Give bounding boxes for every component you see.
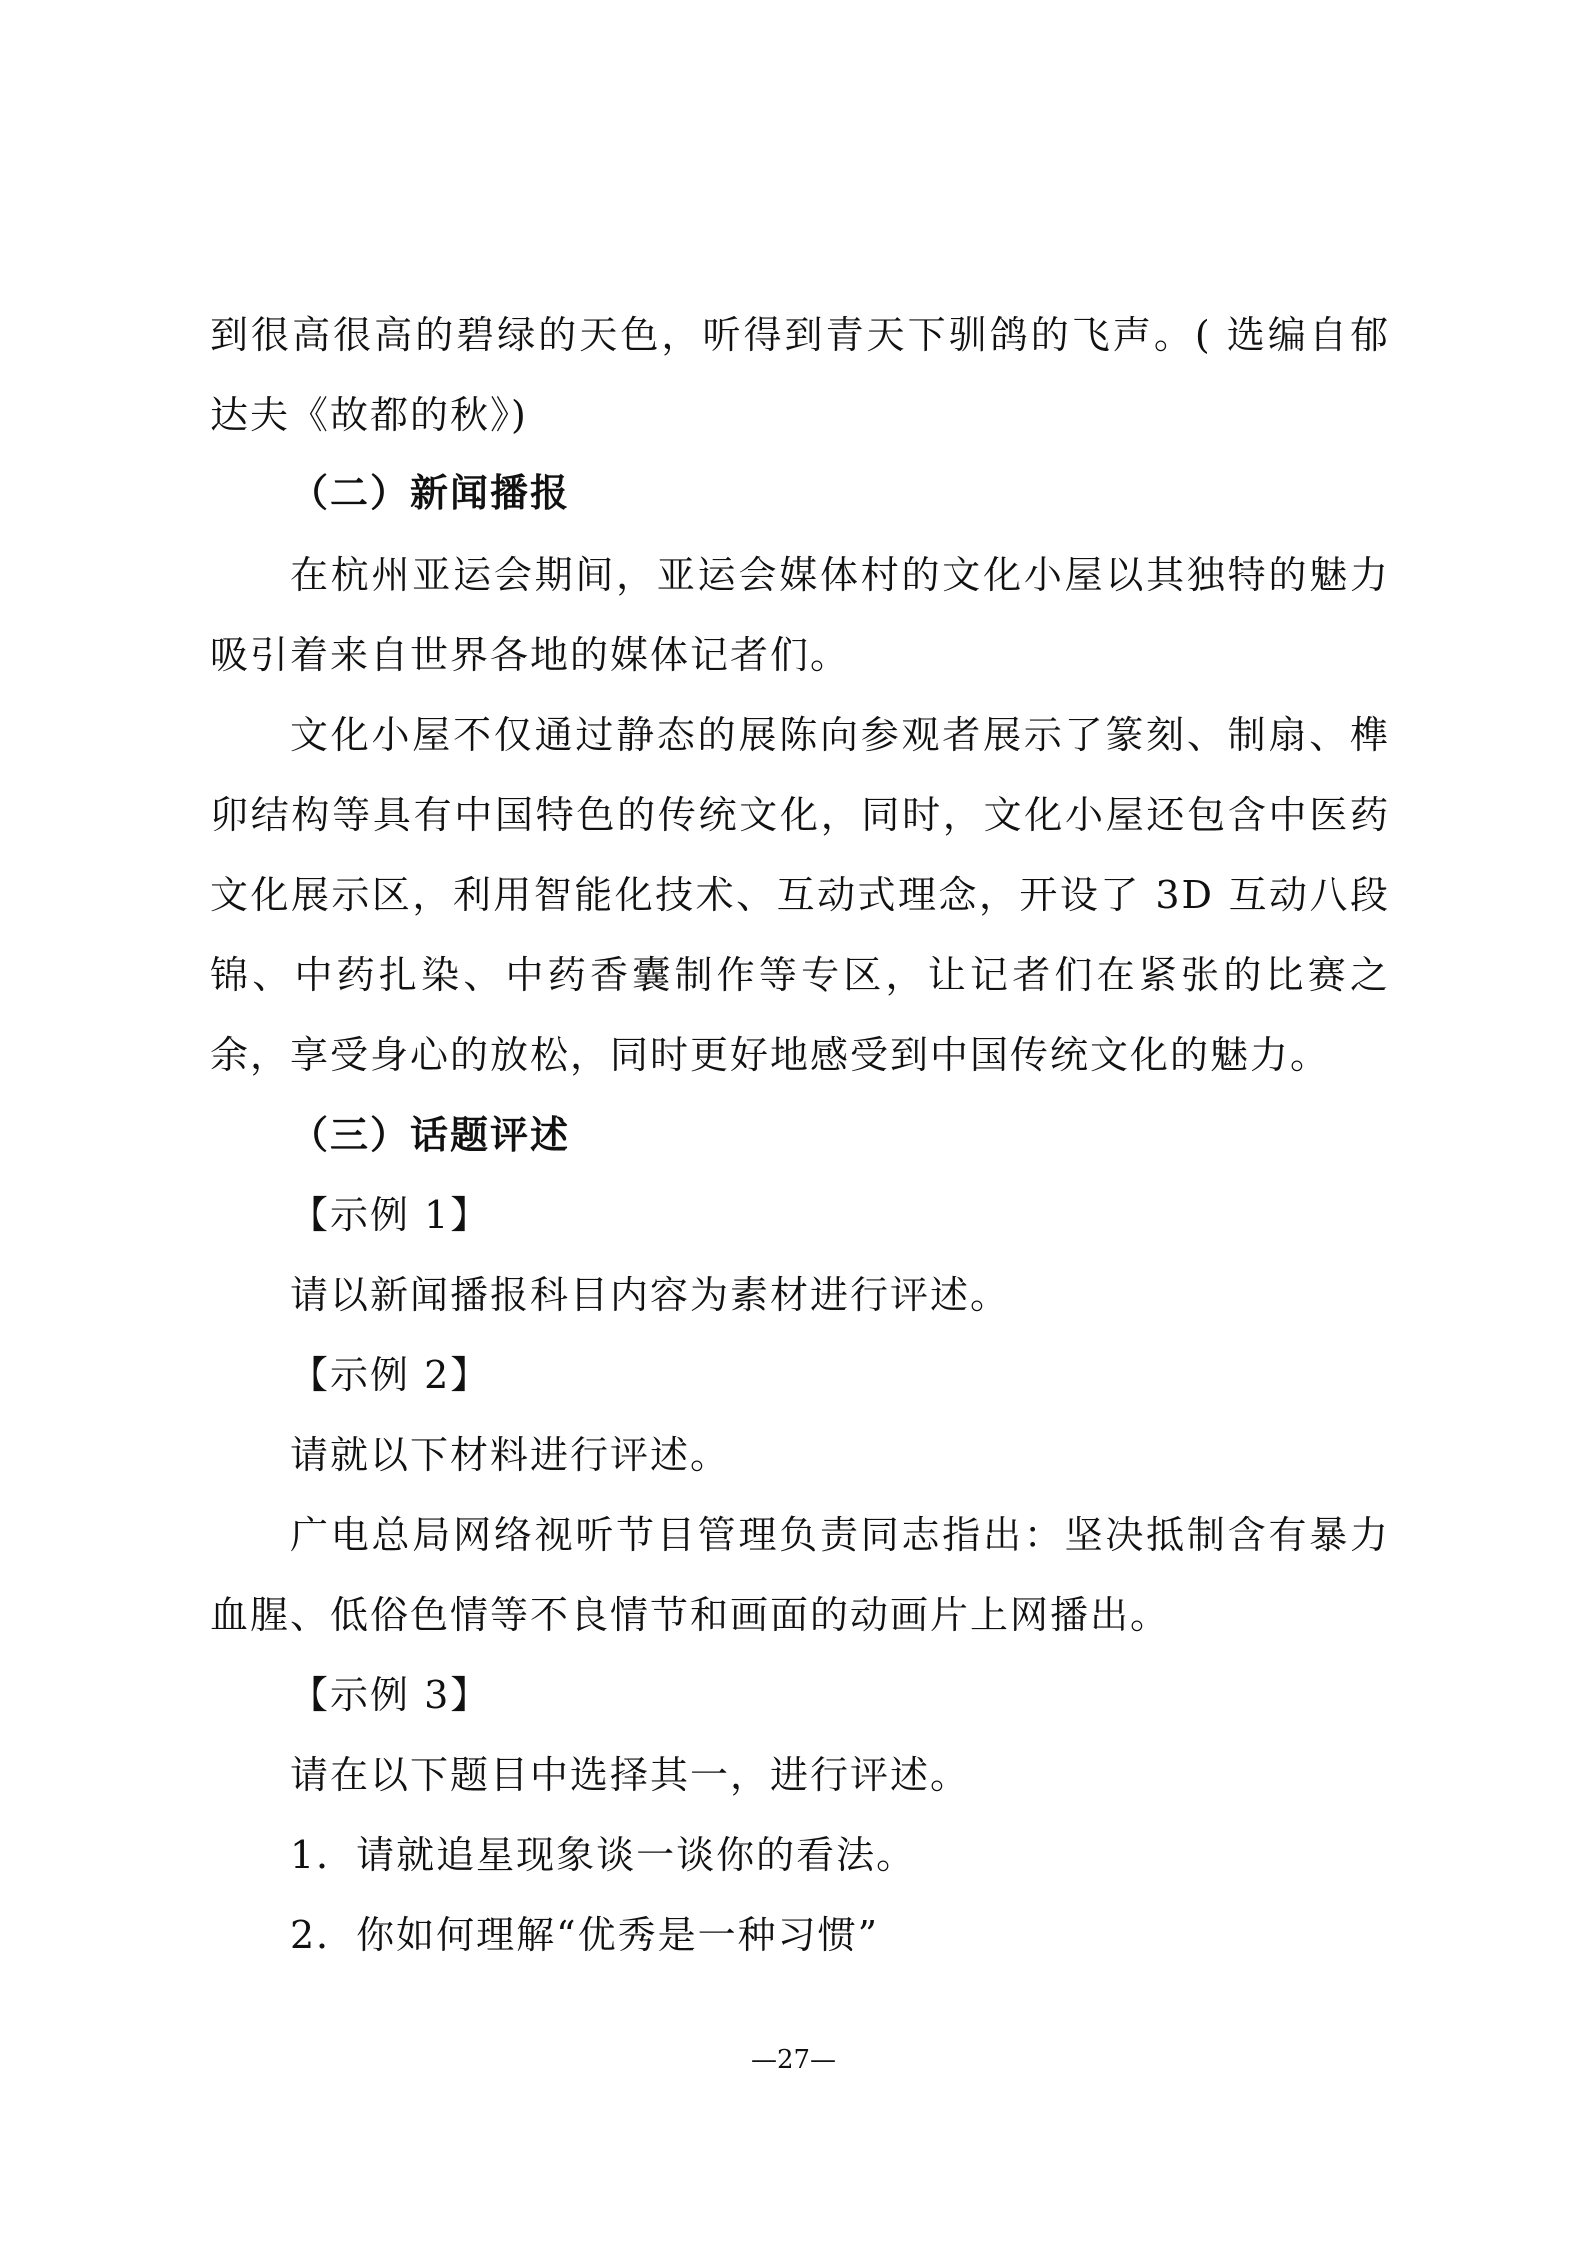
example-2-text: 请就以下材料进行评述。 [290, 1433, 731, 1477]
section-heading-news: （二）新闻播报 [290, 471, 571, 515]
example-3-text: 请在以下题目中选择其一，进行评述。 [290, 1753, 971, 1797]
paragraph-news-intro: 在杭州亚运会期间，亚运会媒体村的文化小屋以其独特的魅力吸引着来自世界各地的媒体记者们。 [210, 553, 1390, 677]
example-2-material: 广电总局网络视听节目管理负责同志指出：坚决抵制含有暴力血腥、低俗色情等不良情节和画面的动画片上网播出。 [210, 1513, 1390, 1637]
example-1-text: 请以新闻播报科目内容为素材进行评述。 [290, 1273, 1011, 1317]
example-3-item-2: 2．你如何理解“优秀是一种习惯” [290, 1913, 880, 1957]
page-number: —27— [750, 2045, 837, 2075]
example-1-label: 【示例 1】 [290, 1193, 491, 1237]
example-3-item-1: 1．请就追星现象谈一谈你的看法。 [290, 1833, 917, 1877]
paragraph-news-body: 文化小屋不仅通过静态的展陈向参观者展示了篆刻、制扇、榫卯结构等具有中国特色的传统文化，同时，文化小屋还包含中医药文化展示区，利用智能化技术、互动式理念，开设了 3D 互动八段锦、中药扎染、中药香囊制作等专区，让记者们在紧张的比赛之余，享受身心的放松，同时更好地感受到中国传统文化的魅力。 [210, 713, 1390, 1077]
paragraph-continuation: 到很高很高的碧绿的天色，听得到青天下驯鸽的飞声。( 选编自郁达夫《故都的秋》) [210, 313, 1390, 437]
example-3-label: 【示例 3】 [290, 1673, 491, 1717]
section-heading-commentary: （三）话题评述 [290, 1113, 571, 1157]
example-2-label: 【示例 2】 [290, 1353, 491, 1397]
